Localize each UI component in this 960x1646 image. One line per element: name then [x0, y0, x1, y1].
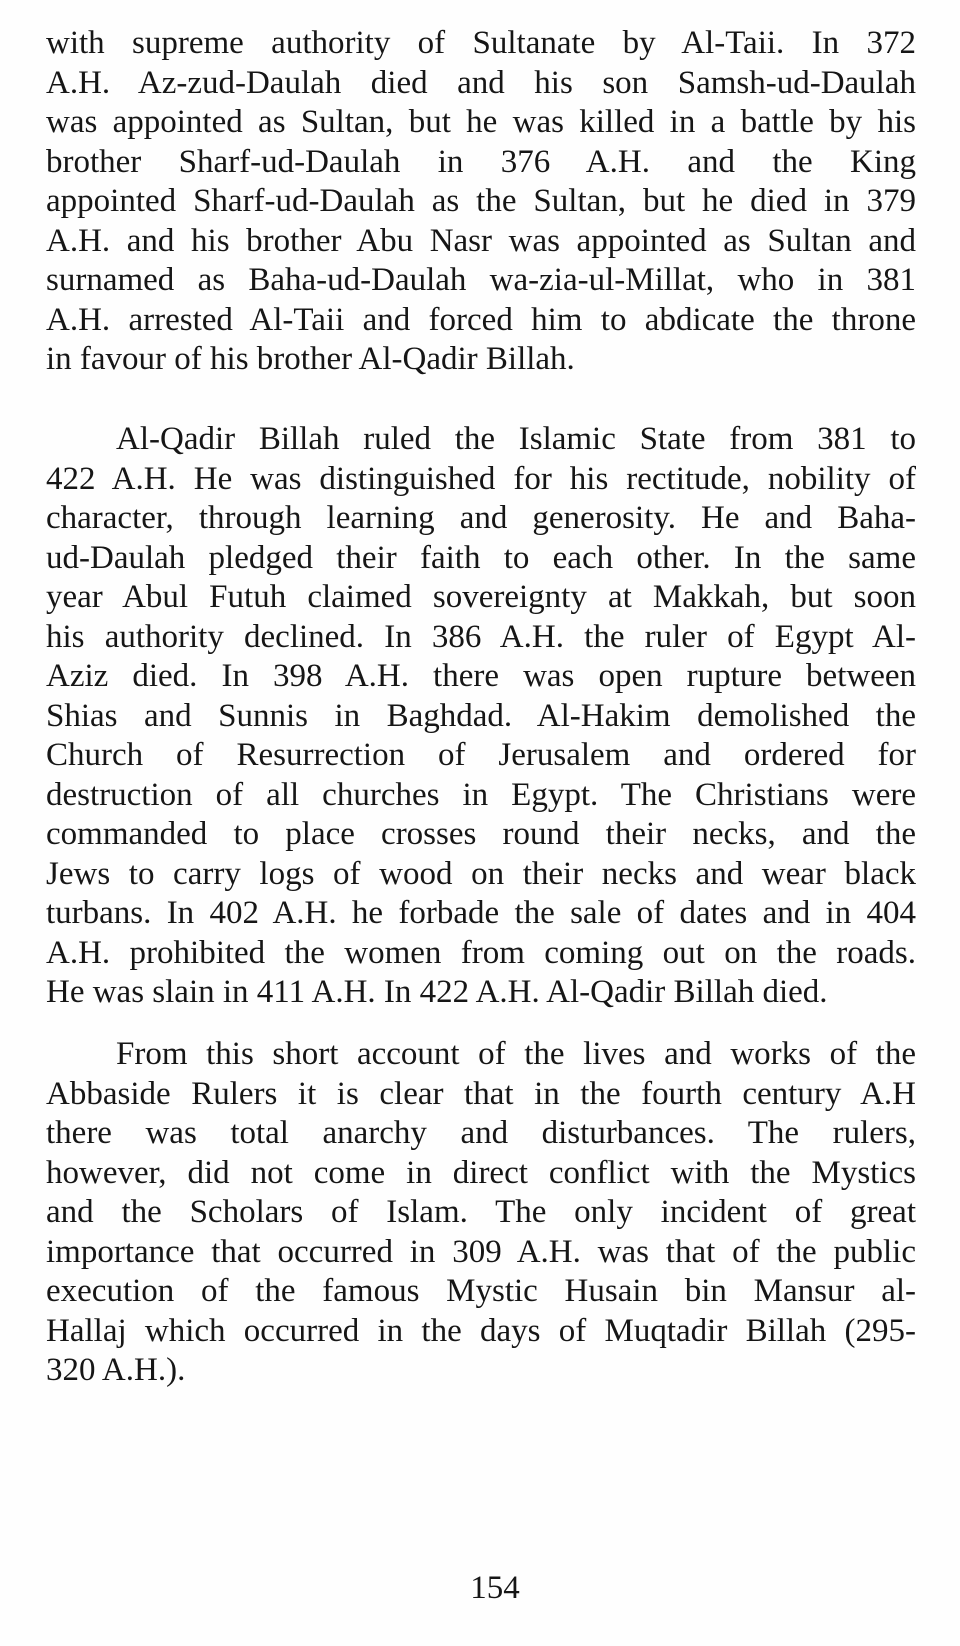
paragraph-3-line-9: 320 A.H.).: [46, 1352, 186, 1388]
paragraph-2-line-6: his authority declined. In 386 A.H. the ruler of Egypt Al-: [46, 618, 916, 655]
paragraph-3-line-3: there was total anarchy and disturbances. The rulers,: [46, 1115, 916, 1151]
paragraph-3-line-7: execution of the famous Mystic Husain bin Mansur al-: [46, 1273, 916, 1309]
paragraph-3-line-6: importance that occurred in 309 A.H. was that of the public: [46, 1233, 916, 1270]
paragraph-1-line-6: A.H. and his brother Abu Nasr was appointed as Sultan and: [46, 222, 916, 259]
paragraph-3-line-2: Abbaside Rulers it is clear that in the fourth century A.H: [46, 1075, 916, 1112]
paragraph-3-line-5: and the Scholars of Islam. The only incident of great: [46, 1194, 916, 1230]
paragraph-1: [46, 24, 916, 380]
paragraph-2-line-14: A.H. prohibited the women from coming out on the roads.: [46, 934, 916, 971]
paragraph-3-line-4: however, did not come in direct conflict with the Mystics: [46, 1154, 916, 1191]
paragraph-1-line-5: appointed Sharf-ud-Daulah as the Sultan, but he died in 379: [46, 183, 916, 219]
paragraph-2-line-13: turbans. In 402 A.H. he forbade the sale of dates and in 404: [46, 895, 916, 931]
paragraph-2-line-11: commanded to place crosses round their necks, and the: [46, 816, 916, 852]
paragraph-2-line-2: 422 A.H. He was distinguished for his rectitude, nobility of: [46, 460, 916, 497]
page-number: 154: [470, 1570, 520, 1606]
paragraph-2-line-8: Shias and Sunnis in Baghdad. Al-Hakim demolished the: [46, 697, 916, 734]
paragraph-3: [46, 1035, 916, 1391]
paragraph-2-line-5: year Abul Futuh claimed sovereignty at Makkah, but soon: [46, 579, 916, 615]
paragraph-1-line-2: A.H. Az-zud-Daulah died and his son Samsh-ud-Daulah: [46, 64, 916, 101]
paragraph-2-line-1: Al-Qadir Billah ruled the Islamic State from 381 to: [116, 421, 916, 457]
paragraph-2-line-9: Church of Resurrection of Jerusalem and ordered for: [46, 737, 916, 773]
paragraph-2-line-15: He was slain in 411 A.H. In 422 A.H. Al-Qadir Billah died.: [46, 974, 828, 1010]
paragraph-2-line-7: Aziz died. In 398 A.H. there was open rupture between: [46, 658, 916, 694]
paragraph-2-line-4: ud-Daulah pledged their faith to each other. In the same: [46, 539, 916, 576]
paragraph-1-line-8: A.H. arrested Al-Taii and forced him to abdicate the throne: [46, 301, 916, 338]
paragraph-1-line-7: surnamed as Baha-ud-Daulah wa-zia-ul-Millat, who in 381: [46, 262, 916, 298]
paragraph-2-line-3: character, through learning and generosity. He and Baha-: [46, 500, 916, 536]
paragraph-2-line-10: destruction of all churches in Egypt. The Christians were: [46, 776, 916, 813]
paragraph-3-line-1: From this short account of the lives and works of the: [116, 1036, 916, 1072]
paragraph-1-line-3: was appointed as Sultan, but he was killed in a battle by his: [46, 104, 916, 140]
paragraph-3-line-8: Hallaj which occurred in the days of Muqtadir Billah (295-: [46, 1312, 916, 1349]
paragraph-1-line-9: in favour of his brother Al-Qadir Billah.: [46, 341, 575, 377]
paragraph-1-line-1: with supreme authority of Sultanate by Al-Taii. In 372: [46, 25, 916, 61]
paragraph-2: [46, 420, 916, 1013]
paragraph-2-line-12: Jews to carry logs of wood on their necks and wear black: [46, 855, 916, 892]
paragraph-1-line-4: brother Sharf-ud-Daulah in 376 A.H. and the King: [46, 143, 916, 180]
